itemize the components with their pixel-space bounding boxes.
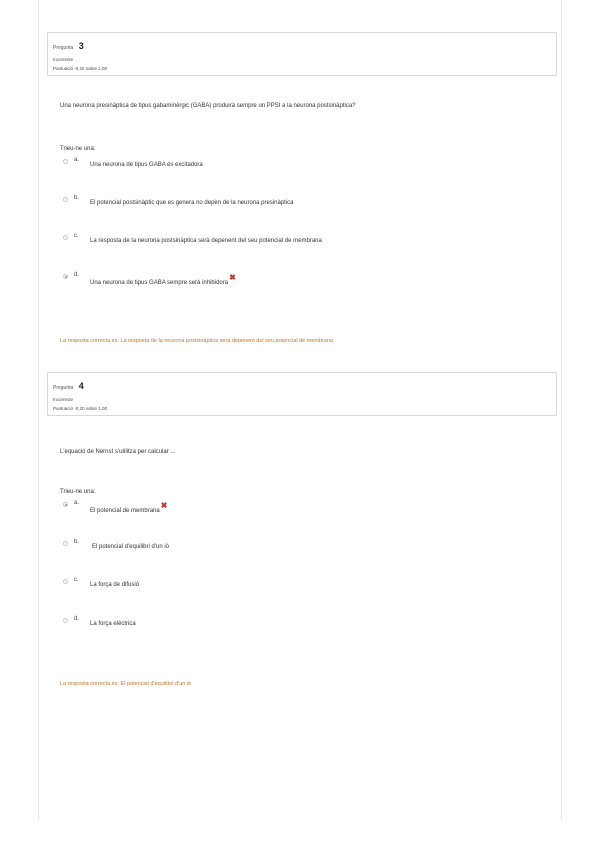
option-text: El potencial postsinàptic que es genera no depèn de la neurona presinàptica <box>90 200 294 206</box>
radio-button[interactable] <box>63 235 68 240</box>
option-text: La resposta de la neurona postsinàptica serà depenent del seu potencial de membrana <box>90 238 322 244</box>
option-letter: b. <box>74 195 80 201</box>
option-text: El potencial d'equilibri d'un ió <box>92 544 170 550</box>
question-label: Pregunta <box>53 45 74 51</box>
question-grade: Puntuació -0,20 sobre 1,00 <box>53 406 108 411</box>
radio-button[interactable] <box>63 159 68 164</box>
option-text: La força elèctrica <box>90 621 136 627</box>
option-letter: c. <box>74 577 79 583</box>
question-label: Pregunta <box>53 385 74 391</box>
question-text: Una neurona presinàptica de tipus gabaminèrgic (GABA) produirà sempre un PPSI a la neurona postsinàptica? <box>60 103 356 109</box>
radio-button-selected[interactable] <box>63 502 68 507</box>
question-state: Incorrecte <box>53 397 74 402</box>
option-text: Una neurona de tipus GABA sempre serà inhibidora <box>90 280 229 286</box>
option-letter: d. <box>74 272 80 278</box>
option-letter: b. <box>74 539 80 545</box>
question-number: 3 <box>78 41 84 51</box>
radio-button[interactable] <box>63 197 68 202</box>
correct-answer-feedback: La resposta correcta és: El potencial d'equilibri d'un ió <box>60 681 192 687</box>
question-number: 4 <box>78 381 84 391</box>
radio-button[interactable] <box>63 579 68 584</box>
incorrect-mark-icon: ✖ <box>229 273 236 282</box>
question-state: Incorrecte <box>53 57 74 62</box>
option-letter: d. <box>74 616 80 622</box>
option-text: El potencial de membrana <box>90 508 160 514</box>
option-letter: a. <box>74 500 80 506</box>
page-left-border <box>38 0 39 820</box>
correct-answer-feedback: La resposta correcta és: La resposta de la neurona postsinàptica serà depenent del seu potencial de membrana <box>60 338 334 344</box>
option-letter: c. <box>74 233 79 239</box>
answer-prompt: Trieu-ne una: <box>60 489 96 495</box>
option-text: Una neurona de tipus GABA és excitadora <box>90 162 203 168</box>
question-grade: Puntuació -0,20 sobre 1,00 <box>53 66 108 71</box>
radio-button[interactable] <box>63 541 68 546</box>
radio-button[interactable] <box>63 618 68 623</box>
radio-button-selected[interactable] <box>63 274 68 279</box>
incorrect-mark-icon: ✖ <box>160 501 168 510</box>
option-text: La força de difusió <box>90 582 140 588</box>
question-text: L'equació de Nernst s'utilitza per calcular ... <box>60 449 176 455</box>
question-info-box <box>47 372 557 416</box>
option-letter: a. <box>74 157 80 163</box>
page-right-border <box>561 0 562 820</box>
answer-prompt: Trieu-ne una: <box>60 146 96 152</box>
question-info-box <box>47 32 557 76</box>
